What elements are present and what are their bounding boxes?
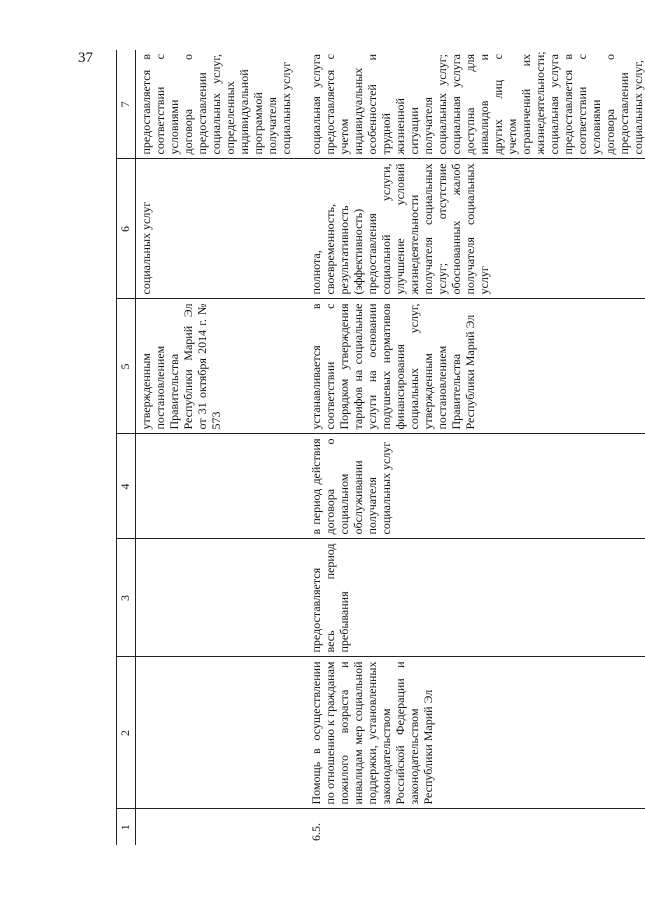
quality-indicators-cell: полнота, своевременность, результативность (эффективность) предоставления социальной услуги, улучшение условий жизнедеятельности получателя социальных услуг; отсутствие обоснованных жалоб получателя социальных услуг [293,159,645,299]
service-name-cell: Помощь в осуществлении по отношению к гражданам пожилого возраста и инвалидам мер социальной поддержки, установленных законодательством Российской Федерации и законодательством Республики Марий Эл [293,657,645,809]
column-number-4: 4 [117,434,136,539]
cont-cell-3 [136,539,294,657]
cont-cell-2 [136,657,294,809]
cont-cell-conditions: предоставляется в соответствии с условиями договора о предоставлении социальных услуг, определенных индивидуальной программой получателя социальных услуг [136,50,294,159]
rotated-table-page [116,50,645,845]
table-header-row [117,50,136,845]
table-row-6-5 [293,50,645,845]
column-number-3: 3 [117,539,136,657]
column-number-2: 2 [117,657,136,809]
service-period-cell: предоставляется весь период пребывания [293,539,645,657]
cont-cell-1 [136,809,294,845]
column-number-5: 5 [117,299,136,434]
table-row-continuation [136,50,294,845]
page-number: 37 [78,50,93,66]
conditions-cell: социальная услуга предоставляется с учетом индивидуальных особенностей и трудной жизненной ситуации получателя социальных услуг; социальная услуга доступна для инвалидов и других лиц с учетом ограничений их жизнедеятельности; социальная услуга предоставляется в соответствии с условиями договора о предоставлении социальных услуг, [293,50,645,159]
services-table [116,50,645,845]
column-number-6: 6 [117,159,136,299]
cont-cell-tariff: утвержденным постановлением Правительства Республики Марий Эл от 31 октября 2014 г. № 573 [136,299,294,434]
cont-cell-4 [136,434,294,539]
tariff-cell: устанавливается в соответствии с Порядком утверждения тарифов на социальные услуги на основании подушевых нормативов финансирования социальных услуг, утвержденным постановлением Правительства Республики Марий Эл [293,299,645,434]
cont-cell-quality: социальных услуг [136,159,294,299]
column-number-1: 1 [117,809,136,845]
service-term-cell: в период действия договора о социальном обслуживании получателя социальных услуг [293,434,645,539]
row-number: 6.5. [309,823,323,841]
column-number-7: 7 [117,50,136,159]
